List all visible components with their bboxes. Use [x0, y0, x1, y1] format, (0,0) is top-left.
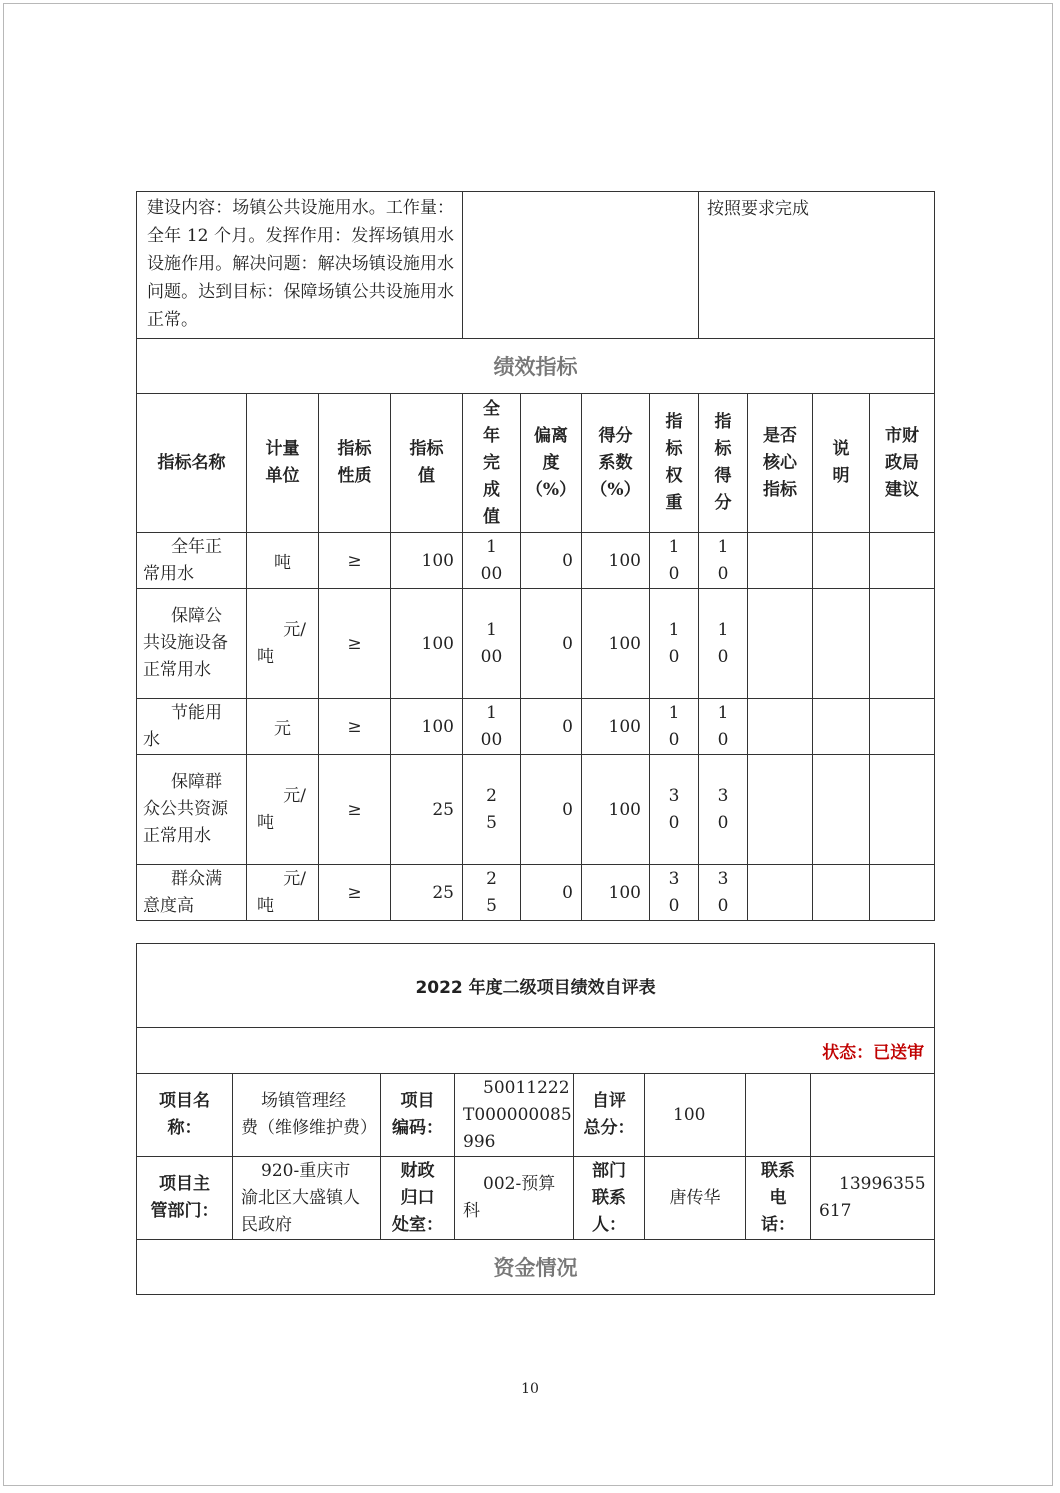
- indicator-core-cell: [748, 865, 813, 921]
- indicator-note-cell: [813, 533, 870, 589]
- indicator-core-cell: [748, 533, 813, 589]
- indicator-nature: ≥: [319, 699, 391, 755]
- project-code-value: 50011222 T000000085 996: [455, 1074, 574, 1157]
- description-middle-cell: [463, 192, 699, 339]
- project-description: 建设内容：场镇公共设施用水。工作量：全年 12 个月。发挥作用：发挥场镇用水设施作用。解决问题：解决场镇设施用水问题。达到目标：保障场镇公共设施用水正常。: [137, 192, 463, 339]
- table-row: [137, 865, 935, 921]
- indicator-target-value: 100: [391, 533, 463, 589]
- indicator-nature: ≥: [319, 865, 391, 921]
- project-code-label: 项目 编码：: [381, 1074, 455, 1157]
- indicator-weight: 1 0: [650, 589, 699, 699]
- indicator-actual-value: 1 00: [463, 533, 521, 589]
- project-name-value: 场镇管理经 费（维修维护费）: [233, 1074, 381, 1157]
- indicator-unit: 元/ 吨: [247, 865, 319, 921]
- indicator-bureau-cell: [870, 755, 935, 865]
- dept-value: 920-重庆市 渝北区大盛镇人民政府: [233, 1157, 381, 1240]
- indicator-score: 1 0: [699, 533, 748, 589]
- indicator-unit: 元/ 吨: [247, 755, 319, 865]
- indicator-bureau-cell: [870, 589, 935, 699]
- section-title-funds: 资金情况: [137, 1240, 935, 1295]
- indicator-deviation: 0: [521, 865, 582, 921]
- indicator-name: 群众满 意度高: [137, 865, 247, 921]
- indicator-actual-value: 2 5: [463, 865, 521, 921]
- indicator-score: 1 0: [699, 589, 748, 699]
- empty-cell: [811, 1074, 935, 1157]
- table-row: [137, 699, 935, 755]
- indicator-deviation: 0: [521, 755, 582, 865]
- table-row: [137, 533, 935, 589]
- form-title: 2022 年度二级项目绩效自评表: [137, 944, 935, 1028]
- project-name-label: 项目名 称：: [137, 1074, 233, 1157]
- indicator-unit: 元/ 吨: [247, 589, 319, 699]
- indicator-bureau-cell: [870, 865, 935, 921]
- indicator-name: 全年正 常用水: [137, 533, 247, 589]
- indicator-nature: ≥: [319, 589, 391, 699]
- performance-indicator-table: [136, 191, 935, 921]
- finance-office-value: 002-预算 科: [455, 1157, 574, 1240]
- header-indicator-name: 指标名称: [137, 394, 247, 533]
- header-target-value: 指标 值: [391, 394, 463, 533]
- self-score-label: 自评 总分：: [574, 1074, 645, 1157]
- indicator-unit: 吨: [247, 533, 319, 589]
- page-number: 10: [521, 1381, 539, 1397]
- status-badge: 状态：已送审: [137, 1028, 935, 1074]
- indicator-bureau-cell: [870, 533, 935, 589]
- indicator-core-cell: [748, 755, 813, 865]
- indicator-bureau-cell: [870, 699, 935, 755]
- header-weight: 指 标 权 重: [650, 394, 699, 533]
- dept-label: 项目主 管部门：: [137, 1157, 233, 1240]
- indicator-name: 保障公 共设施设备正常用水: [137, 589, 247, 699]
- section-title-performance: 绩效指标: [137, 339, 935, 394]
- indicator-score-coefficient: 100: [582, 533, 650, 589]
- finance-office-label: 财政 归口 处室：: [381, 1157, 455, 1240]
- header-unit: 计量 单位: [247, 394, 319, 533]
- contact-label: 部门 联系 人：: [574, 1157, 645, 1240]
- indicator-unit: 元: [247, 699, 319, 755]
- completion-remark: 按照要求完成: [699, 192, 935, 339]
- indicator-target-value: 100: [391, 589, 463, 699]
- self-score-value: 100: [645, 1074, 746, 1157]
- indicator-weight: 1 0: [650, 699, 699, 755]
- empty-cell: [746, 1074, 811, 1157]
- indicator-score-coefficient: 100: [582, 755, 650, 865]
- indicator-score-coefficient: 100: [582, 699, 650, 755]
- indicator-weight: 1 0: [650, 533, 699, 589]
- header-bureau-suggestion: 市财 政局 建议: [870, 394, 935, 533]
- indicator-target-value: 25: [391, 865, 463, 921]
- header-actual-value: 全 年 完 成 值: [463, 394, 521, 533]
- table-row: [137, 755, 935, 865]
- indicator-nature: ≥: [319, 755, 391, 865]
- indicator-target-value: 100: [391, 699, 463, 755]
- table-header-row: [137, 394, 935, 533]
- indicator-score-coefficient: 100: [582, 589, 650, 699]
- indicator-deviation: 0: [521, 699, 582, 755]
- indicator-note-cell: [813, 589, 870, 699]
- indicator-actual-value: 1 00: [463, 699, 521, 755]
- header-deviation: 偏离 度 （%）: [521, 394, 582, 533]
- contact-value: 唐传华: [645, 1157, 746, 1240]
- indicator-deviation: 0: [521, 589, 582, 699]
- indicator-note-cell: [813, 865, 870, 921]
- indicator-score-coefficient: 100: [582, 865, 650, 921]
- indicator-score: 3 0: [699, 755, 748, 865]
- indicator-deviation: 0: [521, 533, 582, 589]
- phone-value: 13996355 617: [811, 1157, 935, 1240]
- header-core-indicator: 是否 核心 指标: [748, 394, 813, 533]
- indicator-score: 3 0: [699, 865, 748, 921]
- indicator-actual-value: 1 00: [463, 589, 521, 699]
- table-row: [137, 589, 935, 699]
- header-score: 指 标 得 分: [699, 394, 748, 533]
- indicator-target-value: 25: [391, 755, 463, 865]
- indicator-core-cell: [748, 589, 813, 699]
- indicator-nature: ≥: [319, 533, 391, 589]
- indicator-score: 1 0: [699, 699, 748, 755]
- phone-label: 联系 电 话：: [746, 1157, 811, 1240]
- header-note: 说 明: [813, 394, 870, 533]
- indicator-note-cell: [813, 699, 870, 755]
- indicator-core-cell: [748, 699, 813, 755]
- indicator-weight: 3 0: [650, 865, 699, 921]
- indicator-note-cell: [813, 755, 870, 865]
- indicator-name: 节能用 水: [137, 699, 247, 755]
- self-evaluation-form: [136, 943, 935, 1295]
- indicator-weight: 3 0: [650, 755, 699, 865]
- indicator-name: 保障群 众公共资源正常用水: [137, 755, 247, 865]
- header-score-coefficient: 得分 系数 （%）: [582, 394, 650, 533]
- indicator-actual-value: 2 5: [463, 755, 521, 865]
- header-nature: 指标 性质: [319, 394, 391, 533]
